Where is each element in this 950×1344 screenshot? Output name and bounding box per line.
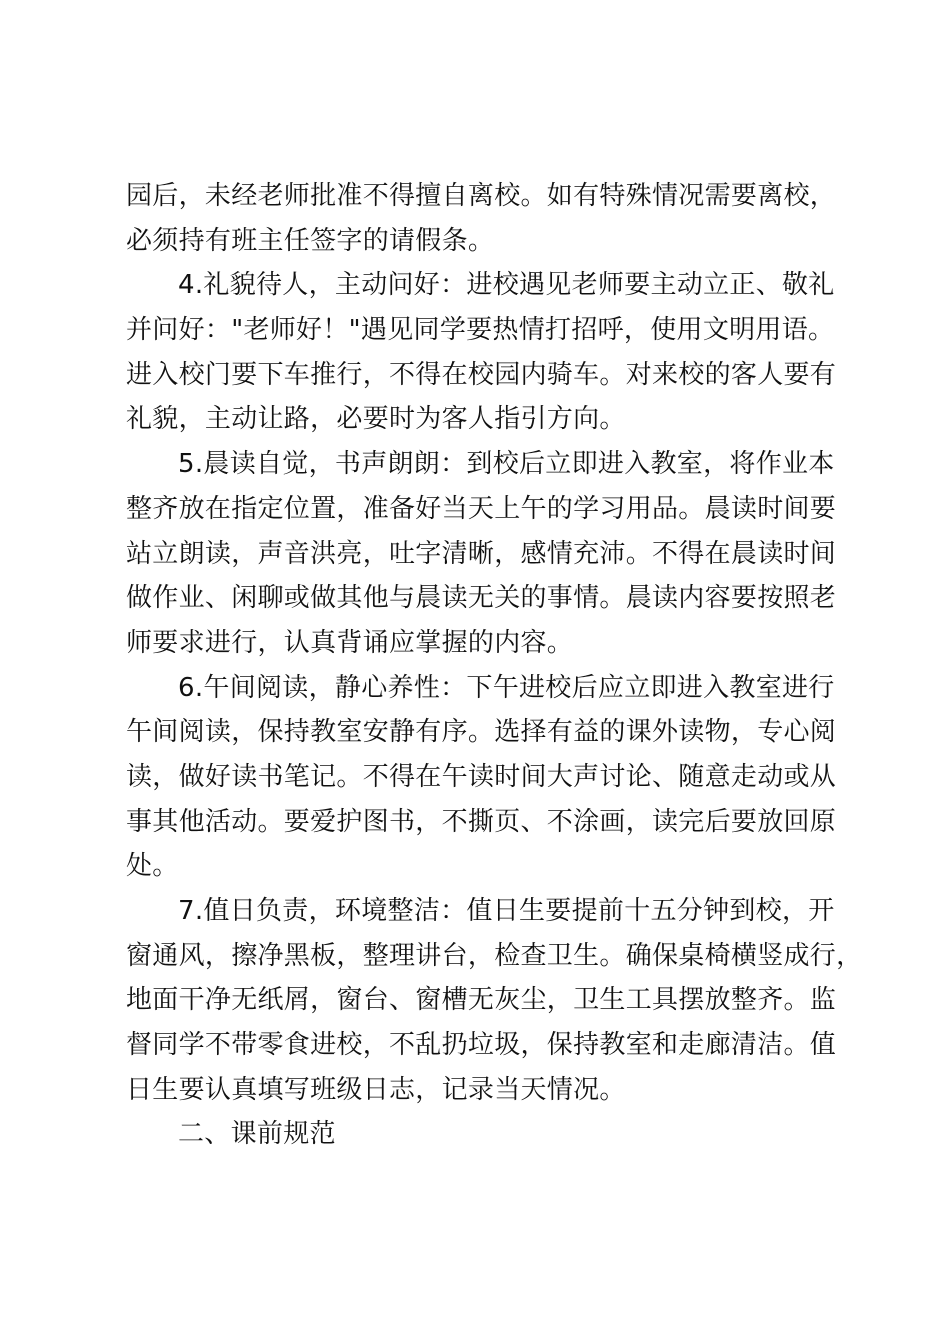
- text-line: 园后，未经老师批准不得擅自离校。如有特殊情况需要离校，: [126, 181, 837, 211]
- text-line: 处。: [126, 851, 179, 882]
- text-line: 午间阅读，保持教室安静有序。选择有益的课外读物，专心阅: [126, 717, 837, 748]
- text-line: 进入校门要下车推行，不得在校园内骑车。对来校的客人要有: [126, 359, 837, 390]
- document-body: [126, 174, 866, 1157]
- text-line: 读，做好读书笔记。不得在午读时间大声讨论、随意走动或从: [126, 761, 837, 792]
- text-line: 礼貌，主动让路，必要时为客人指引方向。: [126, 404, 626, 435]
- text-line: 日生要认真填写班级日志，记录当天情况。: [126, 1074, 626, 1105]
- text-line: 做作业、闲聊或做其他与晨读无关的事情。晨读内容要按照老: [126, 583, 837, 614]
- paragraph-heading-4: 4.礼貌待人，主动问好：进校遇见老师要主动立正、敬礼: [178, 270, 835, 301]
- section-heading: 二、课前规范: [178, 1119, 336, 1150]
- text-line: 事其他活动。要爱护图书，不撕页、不涂画，读完后要放回原: [126, 806, 837, 837]
- text-line: 必须持有班主任签字的请假条。: [126, 225, 495, 256]
- paragraph-heading-5: 5.晨读自觉，书声朗朗：到校后立即进入教室，将作业本: [178, 449, 835, 480]
- text-line: 地面干净无纸屑，窗台、窗槽无灰尘，卫生工具摆放整齐。监: [126, 985, 837, 1016]
- text-line: 窗通风，擦净黑板，整理讲台，检查卫生。确保桌椅横竖成行，: [126, 940, 863, 971]
- text-line: 并问好："老师好！"遇见同学要热情打招呼，使用文明用语。: [126, 315, 835, 346]
- paragraph-heading-6: 6.午间阅读，静心养性：下午进校后应立即进入教室进行: [178, 672, 835, 703]
- text-line: 站立朗读，声音洪亮，吐字清晰，感情充沛。不得在晨读时间: [126, 538, 837, 569]
- text-line: 督同学不带零食进校，不乱扔垃圾，保持教室和走廊清洁。值: [126, 1030, 837, 1061]
- paragraph-heading-7: 7.值日负责，环境整洁：值日生要提前十五分钟到校，开: [178, 896, 835, 926]
- text-line: 师要求进行，认真背诵应掌握的内容。: [126, 627, 574, 658]
- text-line: 整齐放在指定位置，准备好当天上午的学习用品。晨读时间要: [126, 493, 837, 524]
